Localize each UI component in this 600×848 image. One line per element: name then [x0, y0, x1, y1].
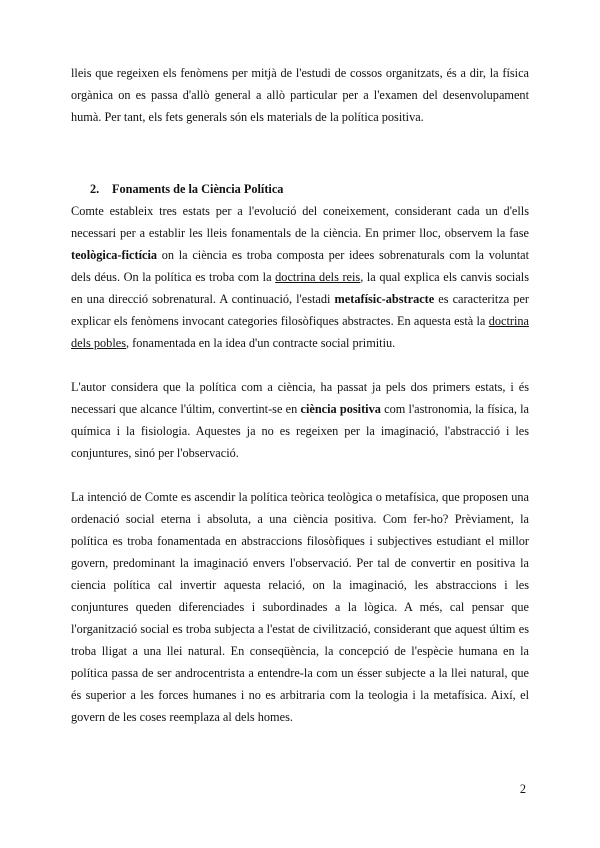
section-heading [90, 178, 283, 200]
text-run: Comte estableix tres estats per a l'evolució del coneixement, considerant cada un d'ells necessari per a establir les lleis fonamentals de la ciència. En primer lloc, observem la fase [71, 204, 529, 240]
text-run: es caracteritza per explicar els fenòmens invocant categories filosòfiques abstractes. En aquesta està la [71, 292, 530, 328]
text-run: , fonamentada en la idea d'un contracte social primitiu. [126, 336, 396, 350]
underlined-term-doctrine-kings: doctrina dels reis [275, 270, 361, 284]
text-run: , la qual explica els canvis socials en una direcció sobrenatural. A continuació, l'estadi [71, 270, 529, 306]
bold-term-positive-science: ciència positiva [300, 402, 381, 416]
page-number: 2 [519, 782, 526, 796]
text-run: on la ciència es troba composta per idees sobrenaturals com la voluntat dels déus. On la política es troba com la [71, 248, 529, 284]
paragraph-three-states [71, 200, 529, 354]
bold-term-metaphysical: metafísic-abstracte [334, 292, 435, 306]
bold-term-theological: teològica-fictícia [71, 248, 158, 262]
paragraph-comte-intention: La intenció de Comte es ascendir la política teòrica teològica o metafísica, que proposen una ordenació social eterna i absoluta, a una ciència positiva. Com fer-ho? Prèviament, la política es troba fonamentada en abstraccions filosòfiques i subjectives estudiant el millor govern, predominant la imaginació envers l'observació. Per tal de convertir en positiva la ciencia política cal invertir aquesta relació, on la imaginació, les abstraccions i les conjuntures queden diferenciades i subordinades a la lògica. A més, cal pensar que l'organització social es troba subjecta a l'estat de civilització, considerant que aquest últim es troba lligat a una llei natural. En conseqüència, la concepció de l'espècie humana en la política passa de ser androcentrista a entendre-la com un ésser subjecte a la llei natural, que és superior a les forces humanes i no es arbitraria com la teologia i la metafísica. Així, el govern de les coses reemplaza al dels homes. [71, 490, 529, 724]
section-title: Fonaments de la Ciència Política [112, 182, 284, 196]
paragraph-intro: lleis que regeixen els fenòmens per mitjà de l'estudi de cossos organitzats, és a dir, la física orgànica on es passa d'allò general a allò particular per a l'examen del desenvolupament humà. Per tant, els fets generals són els materials de la política positiva. [71, 66, 529, 124]
section-number: 2. [90, 182, 100, 196]
paragraph-positive-science [71, 376, 529, 464]
text-run: L'autor considera que la política com a ciència, ha passat ja pels dos primers estats, i és necessari que alcance l'últim, convertint-se en [71, 380, 529, 416]
text-run: com l'astronomia, la física, la química i la fisiologia. Aquestes ja no es regeixen per la imaginació, l'abstracció i les conjuntures, sinó per l'observació. [71, 402, 529, 460]
underlined-term-doctrine-peoples: doctrina dels pobles [71, 314, 529, 350]
